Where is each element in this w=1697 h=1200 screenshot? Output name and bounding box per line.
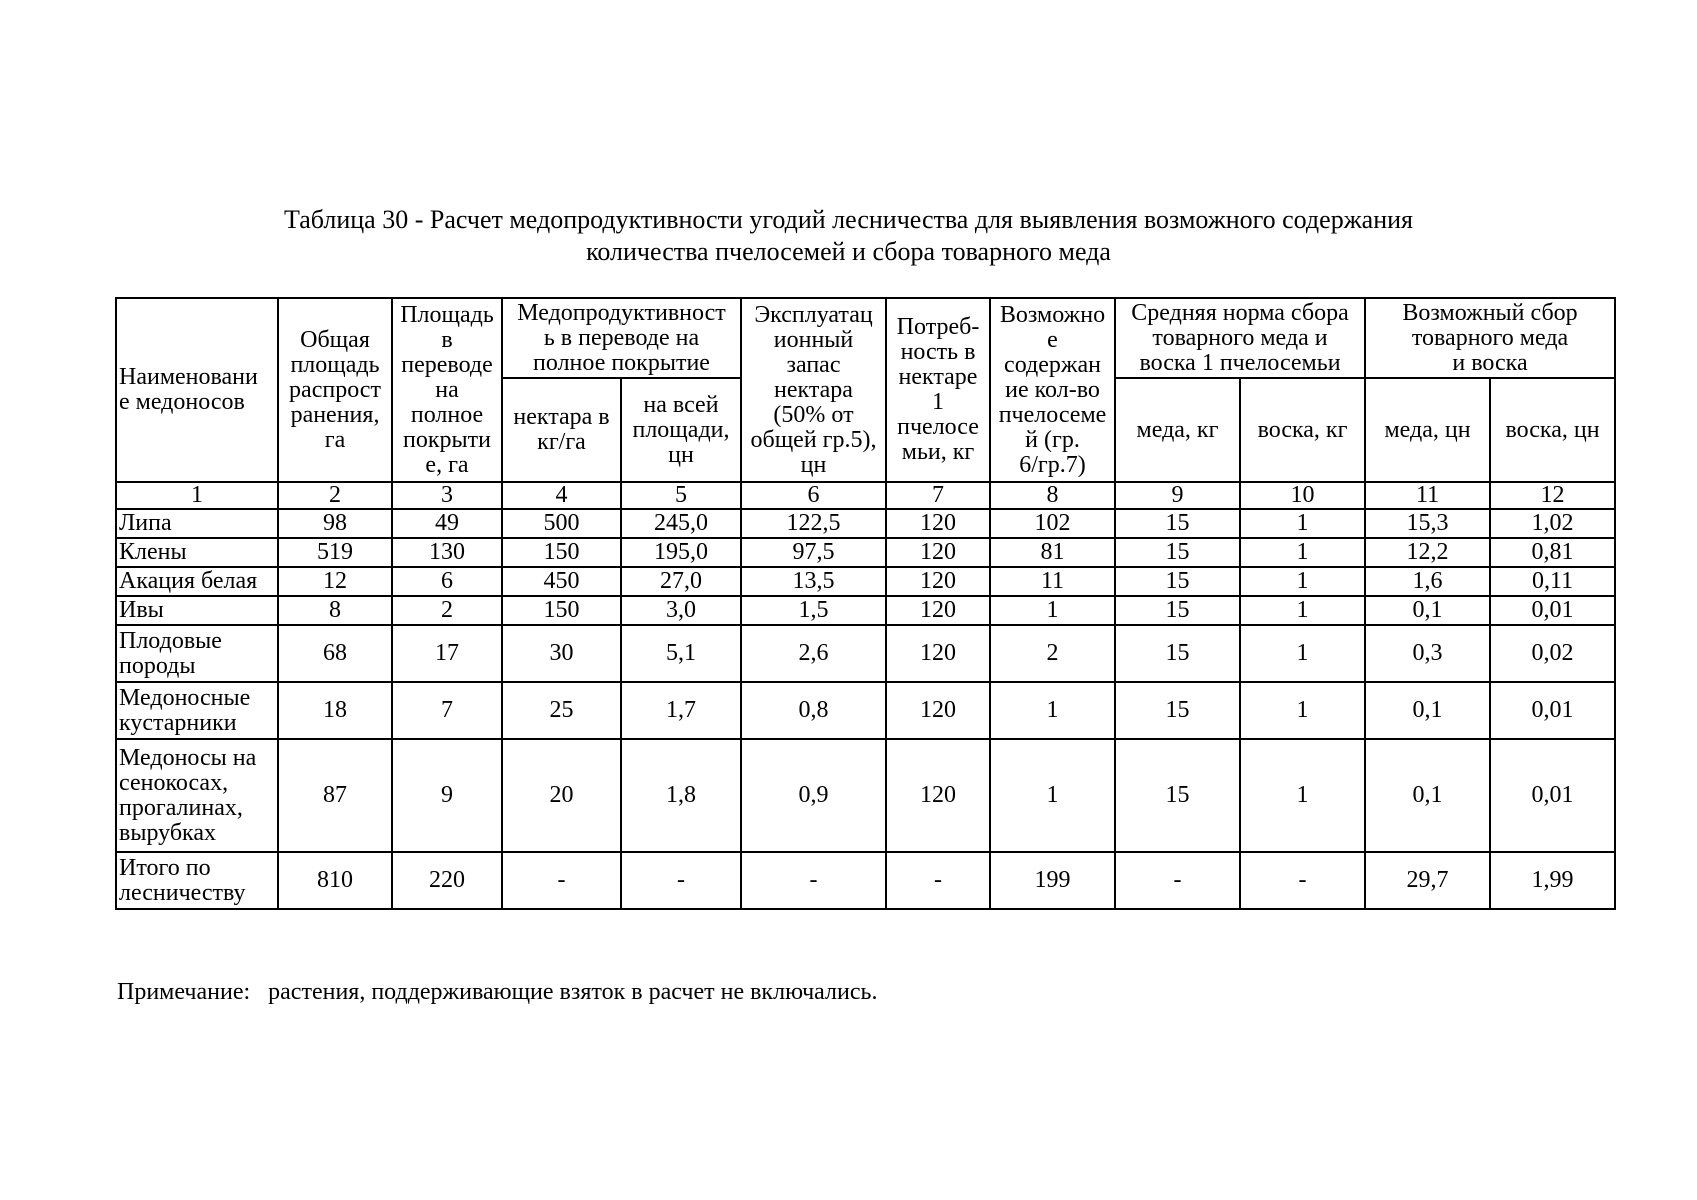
value-cell: 122,5	[741, 509, 886, 538]
cell-line: ионный	[773, 326, 854, 353]
note-label: Примечание:	[117, 979, 251, 1005]
cell-line: товарного меда и	[1152, 324, 1328, 351]
value-cell: -	[886, 852, 990, 909]
header-row-1	[116, 298, 1615, 378]
value-cell: 1	[1240, 538, 1365, 567]
cell-line: нектаре	[898, 364, 978, 390]
column-number-cell: 8	[990, 482, 1115, 509]
value-cell: 5,1	[621, 625, 741, 682]
value-cell: 450	[502, 567, 621, 596]
table-row	[116, 625, 1615, 682]
header-wax-kg: воска, кг	[1240, 378, 1365, 482]
cell-line: Ивы	[119, 597, 164, 623]
value-cell: 199	[990, 852, 1115, 909]
header-nectar-per-ha	[502, 378, 621, 482]
cell-line: ность в	[900, 339, 976, 365]
value-cell: 87	[278, 739, 392, 852]
value-cell: -	[741, 852, 886, 909]
column-number-cell: 2	[278, 482, 392, 509]
cell-line: цн	[800, 451, 827, 478]
value-cell: 49	[392, 509, 502, 538]
value-cell: 30	[502, 625, 621, 682]
value-cell: 27,0	[621, 567, 741, 596]
cell-line: лесничеству	[119, 879, 246, 906]
table-row	[116, 538, 1615, 567]
cell-line: площадь	[290, 351, 380, 378]
cell-line: прогалинах,	[119, 794, 243, 821]
value-cell: 9	[392, 739, 502, 852]
cell-line: Акация белая	[119, 568, 258, 594]
value-cell: 2,6	[741, 625, 886, 682]
header-honey-productivity	[502, 298, 741, 378]
cell-line: нектара в	[513, 404, 610, 430]
value-cell: -	[1240, 852, 1365, 909]
column-number-cell: 4	[502, 482, 621, 509]
value-cell: 17	[392, 625, 502, 682]
value-cell: 1,5	[741, 596, 886, 625]
value-cell: 15	[1115, 739, 1240, 852]
table-row	[116, 509, 1615, 538]
value-cell: 81	[990, 538, 1115, 567]
cell-line: га	[324, 426, 346, 453]
value-cell: 0,11	[1490, 567, 1615, 596]
cell-line: е	[1047, 326, 1058, 353]
column-number-cell: 6	[741, 482, 886, 509]
value-cell: 1	[990, 682, 1115, 739]
header-wax-cn: воска, цн	[1490, 378, 1615, 482]
cell-line: Медоносные	[119, 684, 251, 711]
value-cell: 0,02	[1490, 625, 1615, 682]
table-row	[116, 682, 1615, 739]
header-whole-area	[621, 378, 741, 482]
header-possible-colonies	[990, 298, 1115, 482]
row-name-cell	[116, 625, 278, 682]
column-number-cell: 11	[1365, 482, 1490, 509]
cell-line: распрост	[289, 376, 381, 403]
value-cell: 150	[502, 596, 621, 625]
row-name-cell	[116, 596, 278, 625]
cell-line: полное	[410, 401, 484, 428]
value-cell: -	[621, 852, 741, 909]
row-name-cell	[116, 852, 278, 909]
value-cell: 15	[1115, 625, 1240, 682]
value-cell: 1	[1240, 596, 1365, 625]
value-cell: 2	[392, 596, 502, 625]
value-cell: 0,01	[1490, 596, 1615, 625]
caption-line-1: Таблица 30 - Расчет медопродуктивности угодий лесничества для выявления возможного содержания	[284, 205, 1413, 234]
value-cell: 1	[990, 596, 1115, 625]
cell-line: й (гр.	[1025, 426, 1080, 453]
value-cell: 1,7	[621, 682, 741, 739]
value-cell: 120	[886, 682, 990, 739]
value-cell: 1,8	[621, 739, 741, 852]
cell-line: запас	[786, 351, 841, 378]
header-name-col	[116, 298, 278, 482]
column-number-cell: 5	[621, 482, 741, 509]
header-total-area	[278, 298, 392, 482]
value-cell: 18	[278, 682, 392, 739]
value-cell: 1	[1240, 625, 1365, 682]
value-cell: 11	[990, 567, 1115, 596]
cell-line: ь в переводе на	[543, 324, 700, 351]
value-cell: 810	[278, 852, 392, 909]
value-cell: 15,3	[1365, 509, 1490, 538]
value-cell: 15	[1115, 596, 1240, 625]
cell-line: на всей	[643, 391, 719, 418]
value-cell: 1	[1240, 509, 1365, 538]
value-cell: 120	[886, 625, 990, 682]
cell-line: 1	[932, 389, 944, 415]
header-honey-cn: меда, цн	[1365, 378, 1490, 482]
value-cell: 0,1	[1365, 682, 1490, 739]
column-number-cell: 9	[1115, 482, 1240, 509]
cell-line: кустарники	[119, 709, 237, 736]
value-cell: 120	[886, 509, 990, 538]
cell-line: ранения,	[290, 401, 380, 428]
value-cell: 98	[278, 509, 392, 538]
row-name-cell	[116, 538, 278, 567]
value-cell: 7	[392, 682, 502, 739]
value-cell: 15	[1115, 682, 1240, 739]
header-honey-kg: меда, кг	[1115, 378, 1240, 482]
cell-line: Общая	[300, 326, 370, 353]
cell-line: Медоносы на	[119, 744, 257, 771]
cell-line: нектара	[774, 376, 853, 403]
value-cell: 130	[392, 538, 502, 567]
row-name-cell	[116, 567, 278, 596]
value-cell: 150	[502, 538, 621, 567]
cell-line: пчелосе	[897, 414, 979, 440]
cell-line: Итого по	[119, 854, 211, 881]
table-row	[116, 852, 1615, 909]
cell-line: кг/га	[537, 429, 586, 455]
cell-line: породы	[119, 652, 196, 679]
column-number-cell: 12	[1490, 482, 1615, 509]
cell-line: на	[435, 376, 459, 403]
value-cell: 0,8	[741, 682, 886, 739]
column-number-row	[116, 482, 1615, 509]
column-number-cell: 10	[1240, 482, 1365, 509]
cell-line: Клены	[119, 539, 187, 565]
cell-line: Возможно	[999, 301, 1106, 328]
value-cell: 15	[1115, 567, 1240, 596]
table-row	[116, 567, 1615, 596]
value-cell: 20	[502, 739, 621, 852]
value-cell: 1	[1240, 682, 1365, 739]
value-cell: 68	[278, 625, 392, 682]
cell-line: сенокосах,	[119, 769, 229, 796]
value-cell: 245,0	[621, 509, 741, 538]
caption-line-2: количества пчелосемей и сбора товарного меда	[586, 237, 1111, 266]
cell-line: Наименовани	[119, 364, 258, 390]
cell-line: Липа	[119, 510, 172, 536]
value-cell: 0,3	[1365, 625, 1490, 682]
value-cell: 0,1	[1365, 596, 1490, 625]
value-cell: 195,0	[621, 538, 741, 567]
value-cell: 3,0	[621, 596, 741, 625]
cell-line: общей гр.5),	[750, 426, 877, 453]
cell-line: (50% от	[773, 401, 854, 428]
cell-line: 6/гр.7)	[1019, 451, 1086, 478]
cell-line: пчелосеме	[998, 401, 1107, 428]
value-cell: 97,5	[741, 538, 886, 567]
value-cell: 0,9	[741, 739, 886, 852]
value-cell: -	[1115, 852, 1240, 909]
row-name-cell	[116, 509, 278, 538]
value-cell: 0,01	[1490, 682, 1615, 739]
value-cell: 0,81	[1490, 538, 1615, 567]
column-number-cell: 1	[116, 482, 278, 509]
value-cell: 220	[392, 852, 502, 909]
header-area-full-cover	[392, 298, 502, 482]
cell-line: е, га	[425, 451, 469, 478]
table-row	[116, 596, 1615, 625]
value-cell: 1,02	[1490, 509, 1615, 538]
header-possible-harvest	[1365, 298, 1615, 378]
cell-line: Потреб-	[896, 314, 980, 340]
cell-line: полное покрытие	[533, 349, 710, 376]
cell-line: покрыти	[403, 426, 491, 453]
cell-line: площади,	[632, 416, 730, 443]
value-cell: 12	[278, 567, 392, 596]
value-cell: 15	[1115, 538, 1240, 567]
cell-line: ие кол-во	[1005, 376, 1100, 403]
note-text: растения, поддерживающие взяток в расчет не включались.	[268, 979, 878, 1005]
value-cell: 1	[1240, 567, 1365, 596]
cell-line: Площадь	[400, 301, 494, 328]
cell-line: и воска	[1452, 349, 1528, 376]
header-average-norm	[1115, 298, 1365, 378]
header-nectar-reserve	[741, 298, 886, 482]
value-cell: 8	[278, 596, 392, 625]
value-cell: 1,99	[1490, 852, 1615, 909]
value-cell: 120	[886, 596, 990, 625]
value-cell: 6	[392, 567, 502, 596]
value-cell: 120	[886, 538, 990, 567]
cell-line: мьи, кг	[901, 439, 975, 465]
value-cell: 13,5	[741, 567, 886, 596]
cell-line: Возможный сбор	[1402, 299, 1578, 326]
value-cell: 15	[1115, 509, 1240, 538]
cell-line: вырубках	[119, 819, 216, 846]
value-cell: 120	[886, 739, 990, 852]
cell-line: Эксплуатац	[754, 301, 873, 328]
cell-line: Средняя норма сбора	[1131, 299, 1349, 326]
value-cell: 0,01	[1490, 739, 1615, 852]
cell-line: в	[441, 326, 453, 353]
value-cell: 29,7	[1365, 852, 1490, 909]
value-cell: 102	[990, 509, 1115, 538]
cell-line: воска 1 пчелосемьи	[1139, 349, 1341, 376]
cell-line: е медоносов	[119, 389, 245, 415]
header-nectar-need	[886, 298, 990, 482]
row-name-cell	[116, 739, 278, 852]
table-note	[117, 978, 877, 1006]
honey-productivity-table	[115, 297, 1616, 910]
value-cell: 120	[886, 567, 990, 596]
cell-line: Медопродуктивност	[517, 299, 726, 326]
value-cell: 1,6	[1365, 567, 1490, 596]
value-cell: 500	[502, 509, 621, 538]
column-number-cell: 7	[886, 482, 990, 509]
cell-line: цн	[668, 441, 694, 468]
value-cell: 519	[278, 538, 392, 567]
value-cell: 1	[990, 739, 1115, 852]
value-cell: 25	[502, 682, 621, 739]
value-cell: 1	[1240, 739, 1365, 852]
table-caption	[0, 204, 1697, 268]
value-cell: 2	[990, 625, 1115, 682]
column-number-cell: 3	[392, 482, 502, 509]
table-row	[116, 739, 1615, 852]
cell-line: Плодовые	[119, 627, 222, 654]
row-name-cell	[116, 682, 278, 739]
value-cell: -	[502, 852, 621, 909]
value-cell: 12,2	[1365, 538, 1490, 567]
cell-line: переводе	[401, 351, 493, 378]
cell-line: содержан	[1004, 351, 1101, 378]
value-cell: 0,1	[1365, 739, 1490, 852]
cell-line: товарного меда	[1411, 324, 1569, 351]
